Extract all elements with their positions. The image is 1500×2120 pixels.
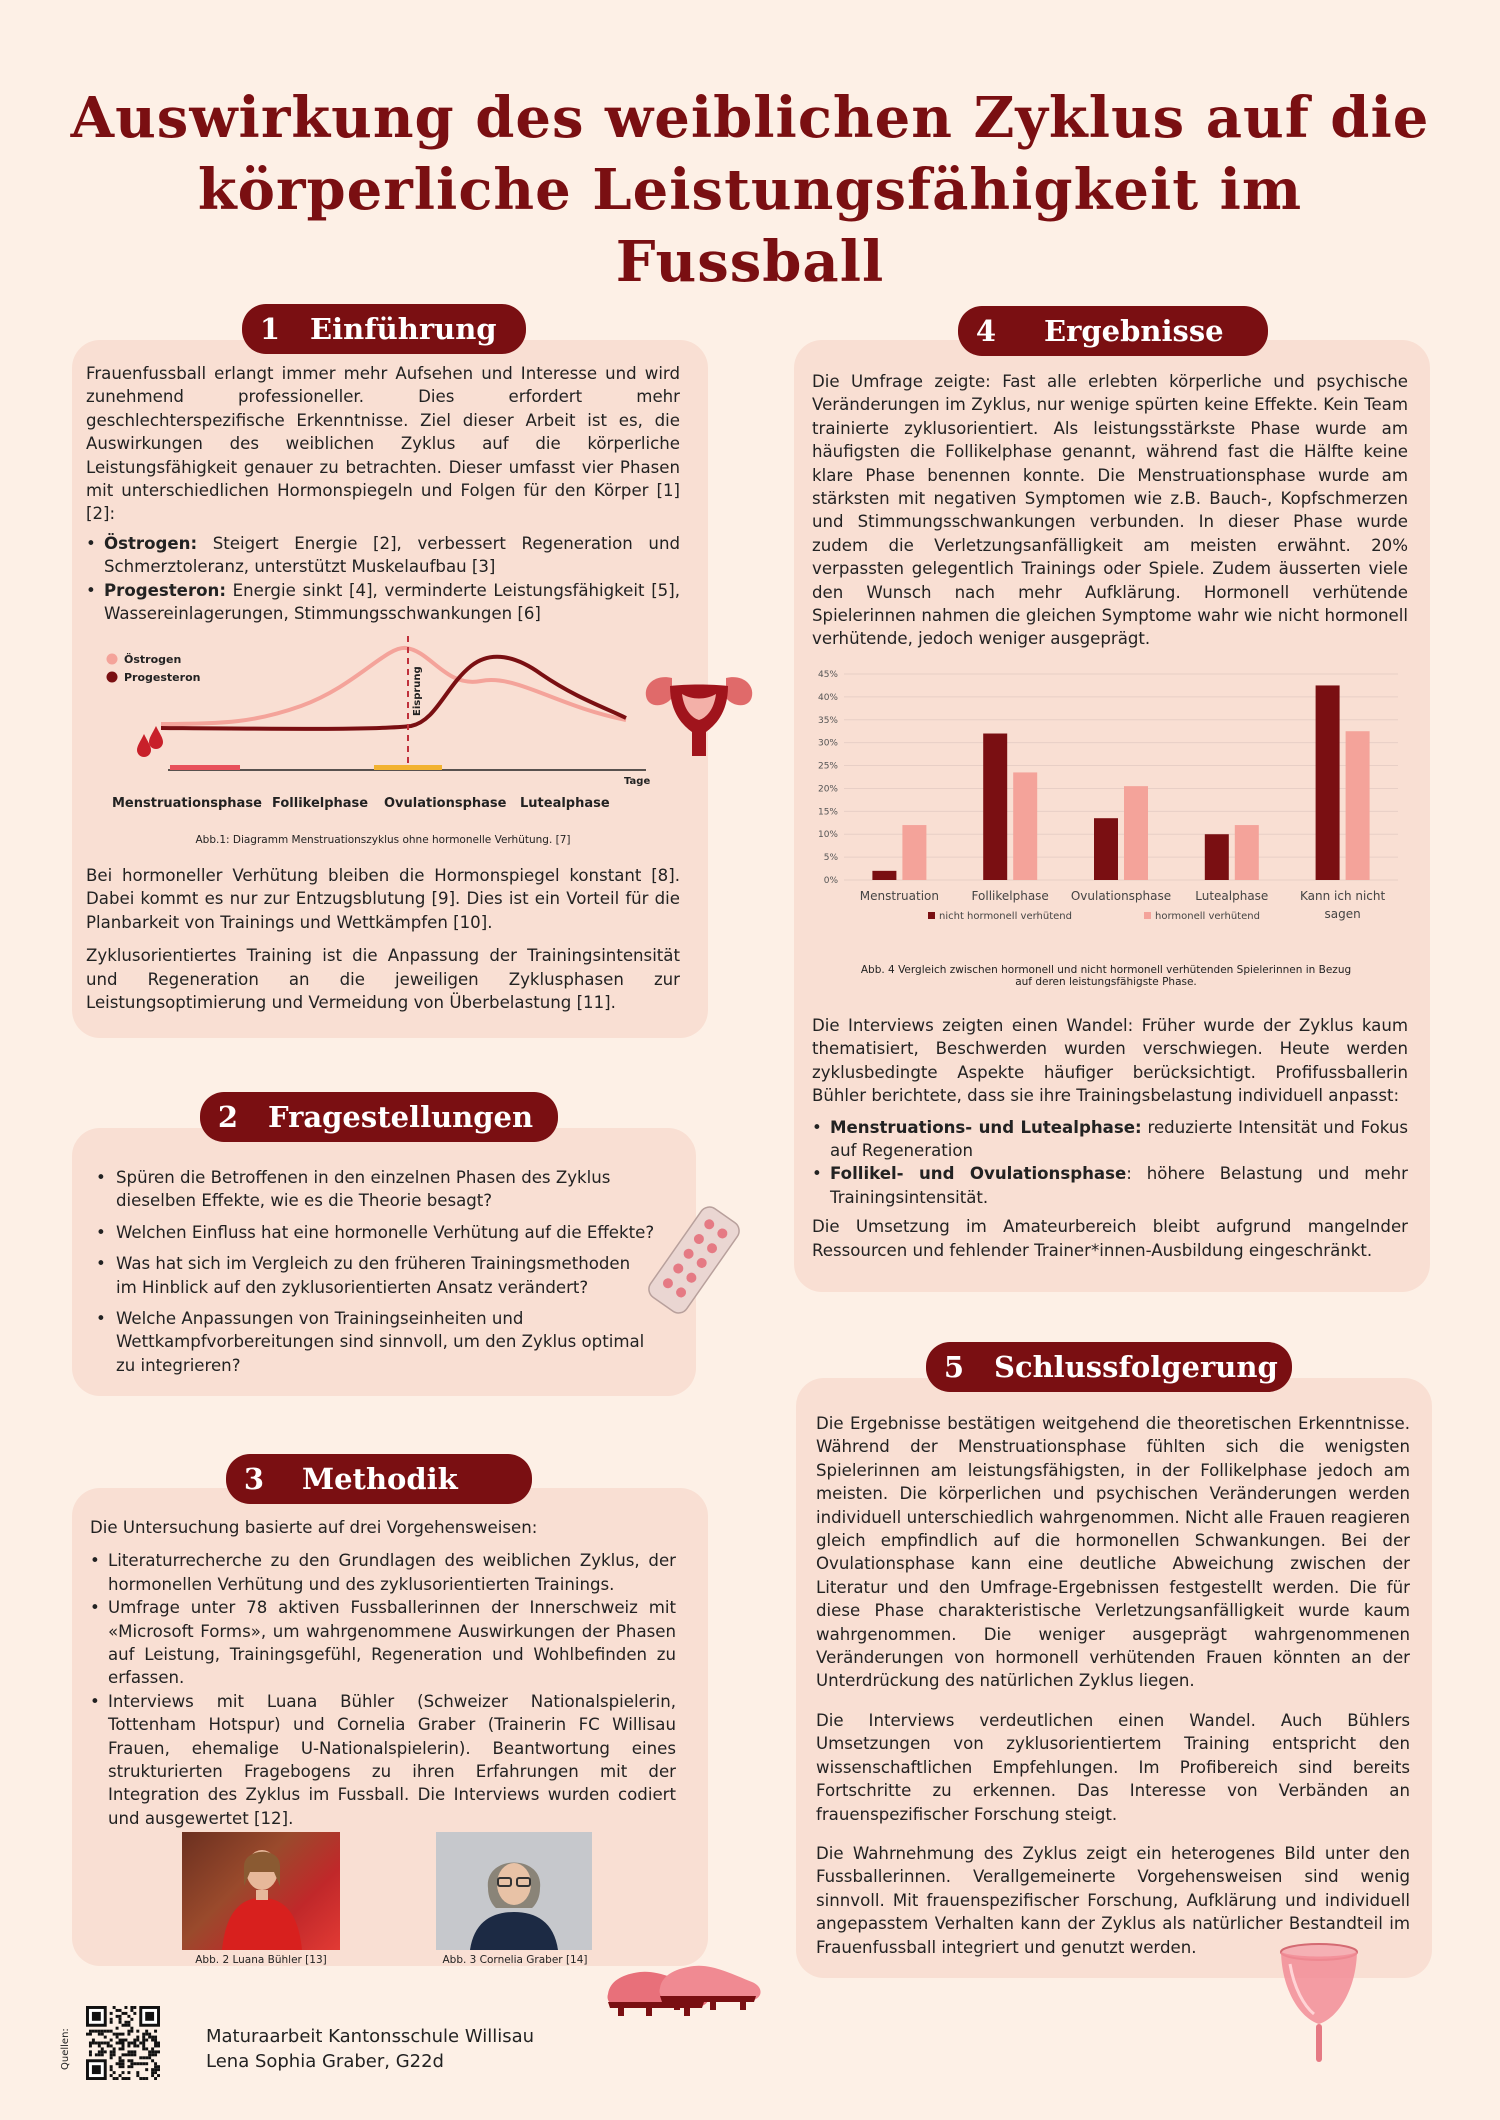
section-heading: Schlussfolgerung	[994, 1350, 1278, 1384]
paragraph: Die Interviews verdeutlichen einen Wandel. Auch Bühlers Umsetzungen von zyklusorientiertem Training entspricht den wissenschaftlichen Empfehlungen. Im Profibereich sind bereits Fortschritte zu erkennen. Das Interesse von Verbänden an frauenspezifischer Forschung steigt.	[816, 1710, 1410, 1824]
hormone-list	[86, 532, 680, 626]
section-heading: Methodik	[302, 1462, 458, 1496]
legend-swatch	[1144, 912, 1151, 919]
phase-label: Ovulationsphase	[384, 796, 507, 811]
bar	[1235, 825, 1259, 880]
eisprung-label: Eisprung	[412, 666, 423, 716]
quellen-label: Quellen:	[60, 2028, 71, 2070]
paragraph: Die Umsetzung im Amateurbereich bleibt aufgrund mangelnder Ressourcen und fehlender Trainer*innen-Ausbildung eingeschränkt.	[812, 1217, 1408, 1260]
paragraph: Zyklusorientiertes Training ist die Anpassung der Trainingsintensität und Regeneration an die jeweiligen Zyklusphasen zur Leistungsoptimierung und Vermeidung von Überbelastung [11].	[86, 946, 680, 1013]
methodik-text	[90, 1516, 676, 1830]
menstrual-cup-icon	[1274, 1940, 1364, 2070]
y-tick-label: 20%	[817, 784, 838, 795]
figure-caption: Abb.1: Diagramm Menstruationszyklus ohne hormonelle Verhütung. [7]	[195, 834, 571, 846]
paragraph: Bei hormoneller Verhütung bleiben die Hormonspiegel konstant [8]. Dabei kommt es nur zur Entzugsblutung [9]. Dies ist ein Vorteil für die Planbarkeit von Trainings und Wettkämpfen [10].	[86, 866, 680, 932]
x-tick-label: Lutealphase	[1195, 889, 1269, 903]
y-tick-label: 15%	[817, 807, 838, 818]
footer-line-school: Maturaarbeit Kantonsschule Willisau	[206, 2026, 535, 2047]
bar	[1013, 772, 1037, 880]
results-chart-svg	[808, 664, 1414, 944]
ergebnisse-text-2	[812, 1014, 1408, 1262]
photo-cornelia-graber	[436, 1832, 592, 1950]
section-heading: Einführung	[310, 312, 497, 346]
footer-line-author: Lena Sophia Graber, G22d	[206, 2051, 444, 2072]
person-icon	[436, 1832, 592, 1950]
schlussfolgerung-text	[816, 1412, 1410, 1959]
progesteron-curve	[161, 657, 626, 729]
football-boots-icon	[600, 1944, 770, 2024]
y-tick-label: 30%	[817, 738, 838, 749]
x-tick-label: sagen	[1324, 907, 1361, 921]
photo-caption: Abb. 2 Luana Bühler [13]	[195, 1954, 327, 1966]
chart-caption: Abb. 4 Vergleich zwischen hormonell und nicht hormonell verhütenden Spielerinnen in Bezug auf deren leistungsfähigste Phase.	[860, 964, 1352, 988]
phase-labels	[86, 796, 696, 816]
paragraph: Die Wahrnehmung des Zyklus zeigt ein heterogenes Bild unter den Fussballerinnen. Verallgemeinerte Vorgehensweisen sind wenig sinnvoll. Mit frauenspezifischer Forschung, Aufklärung und individuell angepasstem Verhalten kann der Zyklus als natürlicher Bestandteil im Frauenfussball integriert und genutzt werden.	[816, 1843, 1410, 1957]
heading-methodik	[226, 1454, 532, 1504]
legend-progesteron: Progesteron	[124, 671, 201, 684]
x-tick-label: Ovulationsphase	[1070, 889, 1172, 903]
list-item: • Welchen Einfluss hat eine hormonelle Verhütung auf die Effekte?	[86, 1221, 656, 1244]
heading-einfuehrung	[242, 304, 526, 354]
list-item: • Progesteron: Energie sinkt [4], verminderte Leistungsfähigkeit [5], Wassereinlagerungen, Stimmungsschwankungen [6]	[86, 579, 680, 626]
y-tick-label: 45%	[817, 670, 838, 680]
section-number: 2	[217, 1100, 239, 1134]
bar	[872, 871, 896, 880]
einfuehrung-text-2	[86, 864, 680, 1014]
qr-code-icon	[86, 2006, 160, 2080]
bar	[1346, 731, 1370, 880]
list-item: • Literaturrecherche zu den Grundlagen des weiblichen Zyklus, der hormonellen Verhütung und des zyklusorientierten Trainings.	[90, 1549, 676, 1596]
y-tick-label: 10%	[817, 830, 838, 841]
heading-fragestellungen	[200, 1092, 558, 1142]
methodik-list	[90, 1549, 676, 1830]
bar	[1316, 685, 1340, 880]
phase-label: Menstruationsphase	[112, 796, 262, 811]
list-item: • Spüren die Betroffenen in den einzelnen Phasen des Zyklus dieselben Effekte, wie es die Theorie besagt?	[86, 1166, 656, 1213]
list-item: • Östrogen: Steigert Energie [2], verbessert Regeneration und Schmerztoleranz, unterstützt Muskelaufbau [3]	[86, 532, 680, 579]
legend-label: nicht hormonell verhütend	[939, 911, 1072, 922]
section-number: 3	[243, 1462, 265, 1496]
einfuehrung-intro: Frauenfussball erlangt immer mehr Aufsehen und Interesse und wird zunehmend professioneller. Dies erfordert mehr geschlechterspezifische Erkenntnisse. Ziel dieser Arbeit ist es, die Auswirkungen des weiblichen Zyklus auf die körperliche Leistungsfähigkeit genauer zu betrachten. Dieser umfasst vier Phasen mit unterschiedlichen Hormonspiegeln und Folgen für den Körper [1] [2]:	[86, 364, 680, 524]
list-item: • Interviews mit Luana Bühler (Schweizer Nationalspielerin, Tottenham Hotspur) und Cornelia Graber (Trainerin FC Willisau Frauen, ehemalige U-Nationalspielerin). Beantwortung eines strukturierten Fragebogens zu ihren Erfahrungen mit der Integration des Zyklus im Fussball. Die Interviews wurden codiert und ausgewertet [12].	[90, 1690, 676, 1830]
photo-caption: Abb. 3 Cornelia Graber [14]	[442, 1954, 588, 1966]
paragraph: Die Interviews zeigten einen Wandel: Früher wurde der Zyklus kaum thematisiert, Beschwerden wurden verschwiegen. Heute werden zyklusbedingte Aspekte häufiger berücksichtigt. Profifussballerin Bühler berichtete, dass sie ihre Trainingsbelastung individuell anpasst:	[812, 1016, 1408, 1106]
ovulation-bar	[374, 765, 442, 770]
x-tick-label: Follikelphase	[971, 889, 1049, 903]
list-item: • Menstruations- und Lutealphase: reduzierte Intensität und Fokus auf Regeneration	[812, 1116, 1408, 1163]
bar	[1205, 834, 1229, 880]
y-tick-label: 5%	[823, 853, 838, 864]
legend-oestrogen: Östrogen	[124, 653, 182, 666]
photo-luana-buehler	[182, 1832, 340, 1950]
tage-label: Tage	[624, 776, 651, 787]
phase-label: Follikelphase	[272, 796, 369, 811]
x-tick-label: Kann ich nicht	[1299, 889, 1386, 903]
ergebnisse-list	[812, 1116, 1408, 1210]
bar	[983, 734, 1007, 880]
section-heading: Ergebnisse	[1044, 314, 1224, 348]
methodik-intro: Die Untersuchung basierte auf drei Vorgehensweisen:	[90, 1518, 538, 1537]
blood-drop-icon	[149, 726, 163, 749]
y-tick-label: 0%	[823, 876, 838, 886]
qr-code[interactable]	[86, 2006, 160, 2080]
results-chart	[808, 664, 1414, 944]
list-item: • Follikel- und Ovulationsphase: höhere Belastung und mehr Trainingsintensität.	[812, 1162, 1408, 1209]
footer-text	[206, 2024, 534, 2074]
list-item: • Umfrage unter 78 aktiven Fussballerinnen der Innerschweiz mit «Microsoft Forms», um wahrgenommene Auswirkungen der Phasen auf Leistung, Trainingsgefühl, Regeneration und Wohlbefinden zu erfassen.	[90, 1596, 676, 1690]
legend-swatch	[928, 912, 935, 919]
x-tick-label: Menstruation	[859, 889, 939, 903]
section-number: 1	[259, 312, 281, 346]
legend-label: hormonell verhütend	[1155, 911, 1260, 922]
pill-pack-icon	[648, 1200, 740, 1320]
heading-schlussfolgerung	[926, 1342, 1292, 1392]
paragraph: Die Ergebnisse bestätigen weitgehend die theoretischen Erkenntnisse. Während der Menstruationsphase fühlten sich die wenigsten Spielerinnen am leistungsfähigsten, in der Follikelphase jedoch am meisten. Die körperlichen und psychischen Veränderungen werden individuell unterschiedlich wahrgenommen. Nicht alle Frauen reagieren gleich empfindlich auf die hormonellen Schwankungen. Bei der Ovulationsphase kann eine deutliche Abweichung zwischen der Literatur und den Umfrage-Ergebnissen festgestellt werden. Die für diese Phase charakteristische Verletzungsanfälligkeit wurde kaum wahrgenommen. Die weniger ausgeprägt wahrgenommenen Veränderungen von hormonell verhütenden Frauen könnten an der Unterdrückung des natürlichen Zyklus liegen.	[816, 1414, 1410, 1691]
uterus-icon	[636, 656, 762, 766]
y-tick-label: 40%	[817, 692, 838, 703]
bar	[1124, 786, 1148, 880]
questions-list	[86, 1166, 656, 1385]
section-number: 5	[943, 1350, 965, 1384]
ergebnisse-text: Die Umfrage zeigte: Fast alle erlebten körperliche und psychische Veränderungen im Zyklus, nur wenige spürten keine Effekte. Kein Team trainierte zyklusorientiert. Als leistungsstärkste Phase wurde am häufigsten die Follikelphase genannt, während fast die Hälfte keine klare Phase benennen konnte. Die Menstruationsphase wurde am stärksten mit negativen Symptomen wie z.B. Bauch-, Kopfschmerzen und Stimmungsschwankungen verbunden. In dieser Phase wurde zudem die Verletzungsanfälligkeit am meisten erwähnt. 20% verpassten gelegentlich Trainings oder Spiele. Zudem äusserten viele den Wunsch nach mehr Aufklärung. Hormonell verhütende Spielerinnen nahmen die gleichen Symptome wahr wie nicht hormonell verhütende, jedoch weniger ausgeprägt.	[812, 372, 1408, 649]
legend-oestrogen-dot	[107, 654, 118, 665]
einfuehrung-text	[86, 362, 680, 625]
heading-ergebnisse	[958, 306, 1268, 356]
bar	[902, 825, 926, 880]
section-number: 4	[975, 314, 997, 348]
menstruation-bar	[170, 765, 240, 770]
blood-drop-icon	[137, 734, 151, 757]
list-item: • Welche Anpassungen von Trainingseinheiten und Wettkampfvorbereitungen sind sinnvoll, um den Zyklus optimal zu integrieren?	[86, 1307, 656, 1377]
y-tick-label: 25%	[817, 761, 838, 772]
bar	[1094, 818, 1118, 880]
y-tick-label: 35%	[817, 715, 838, 726]
person-icon	[182, 1832, 340, 1950]
legend-progesteron-dot	[107, 672, 118, 683]
list-item: • Was hat sich im Vergleich zu den früheren Trainingsmethoden im Hinblick auf den zyklusorientierten Ansatz verändert?	[86, 1252, 656, 1299]
poster-title: Auswirkung des weiblichen Zyklus auf die körperliche Leistungsfähigkeit im Fussball	[70, 85, 1430, 295]
phase-label: Lutealphase	[520, 796, 610, 811]
section-heading: Fragestellungen	[268, 1100, 534, 1134]
